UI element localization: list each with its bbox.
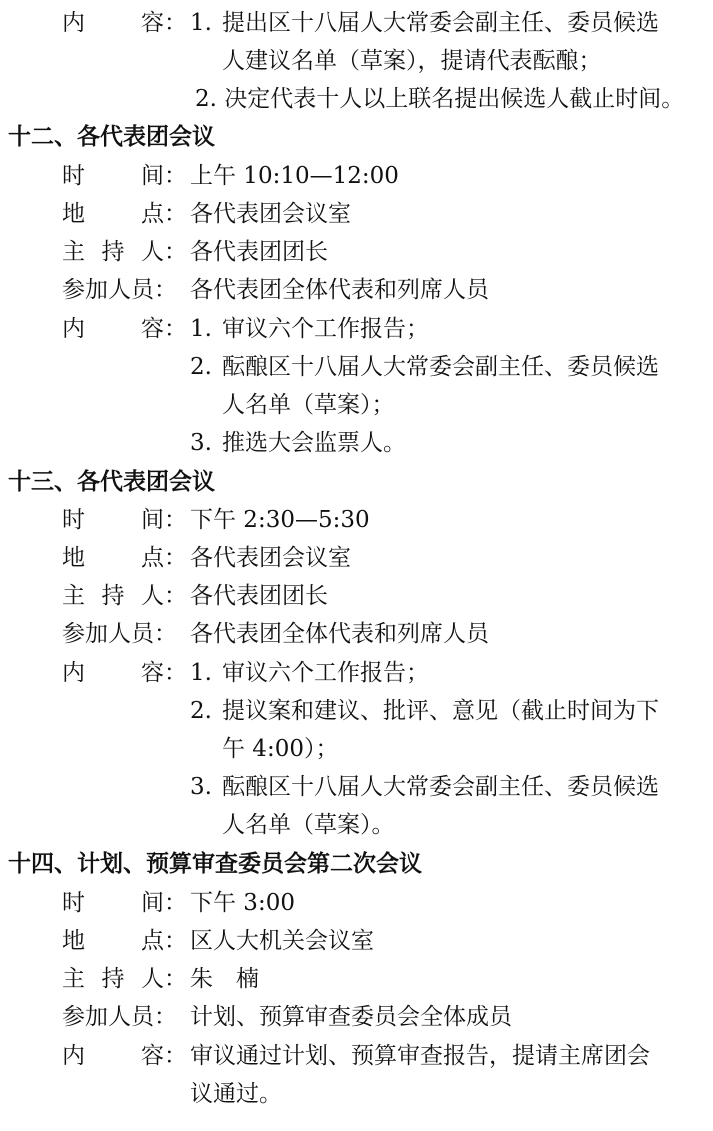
host-label: 主 持 人： [62,239,187,265]
item-text: 酝酿区十八届人大常委会副主任、委员候选 [222,354,659,380]
host-value: 朱 楠 [190,966,259,992]
section-heading: 十三、各代表团会议 [8,468,215,495]
place-value: 各代表团会议室 [190,201,351,227]
item-text: 审议六个工作报告； [222,316,429,342]
item-text: 人建议名单（草案），提请代表酝酿； [222,48,602,74]
host-value: 各代表团团长 [190,239,328,265]
content-label: 内 容： [62,316,187,342]
time-label: 时 间： [62,163,187,189]
place-value: 区人大机关会议室 [190,928,374,954]
content-label: 内 容： [62,10,187,36]
content-label: 内 容： [62,660,187,686]
content-text: 审议通过计划、预算审查报告，提请主席团会 [190,1043,650,1069]
time-value: 下午 3:00 [190,890,295,916]
item-number: 3. [190,774,212,800]
host-label: 主 持 人： [62,583,187,609]
item-text: 午 4:00）； [222,736,339,762]
item-text: 提议案和建议、批评、意见（截止时间为下 [222,698,659,724]
content-label: 内 容： [62,1043,187,1069]
place-label: 地 点： [62,928,187,954]
item-text: 人名单（草案）。 [222,812,395,838]
item-text: 推选大会监票人。 [222,430,406,456]
item-text: 酝酿区十八届人大常委会副主任、委员候选 [222,774,659,800]
attend-value: 计划、预算审查委员会全体成员 [190,1004,512,1030]
time-label: 时 间： [62,890,187,916]
item-number: 1. [190,10,212,36]
item-number: 3. [190,430,212,456]
host-label: 主 持 人： [62,966,187,992]
time-value: 下午 2:30—5:30 [190,507,370,533]
item-text: 审议六个工作报告； [222,660,429,686]
time-value: 上午 10:10—12:00 [190,163,399,189]
item-number: 2. [190,354,212,380]
item-text: 2. 决定代表十人以上联名提出候选人截止时间。 [195,86,685,112]
time-label: 时 间： [62,507,187,533]
attend-label: 参加人员： [62,277,177,303]
item-text: 人名单（草案）； [222,392,395,418]
attend-value: 各代表团全体代表和列席人员 [190,277,489,303]
item-number: 1. [190,660,212,686]
content-text: 议通过。 [190,1081,282,1107]
host-value: 各代表团团长 [190,583,328,609]
item-text: 提出区十八届人大常委会副主任、委员候选 [222,10,659,36]
item-number: 1. [190,316,212,342]
section-heading: 十二、各代表团会议 [8,123,215,150]
attend-value: 各代表团全体代表和列席人员 [190,621,489,647]
attend-label: 参加人员： [62,621,177,647]
place-value: 各代表团会议室 [190,545,351,571]
place-label: 地 点： [62,545,187,571]
item-number: 2. [190,698,212,724]
attend-label: 参加人员： [62,1004,177,1030]
section-heading: 十四、计划、预算审查委员会第二次会议 [8,850,422,877]
place-label: 地 点： [62,201,187,227]
